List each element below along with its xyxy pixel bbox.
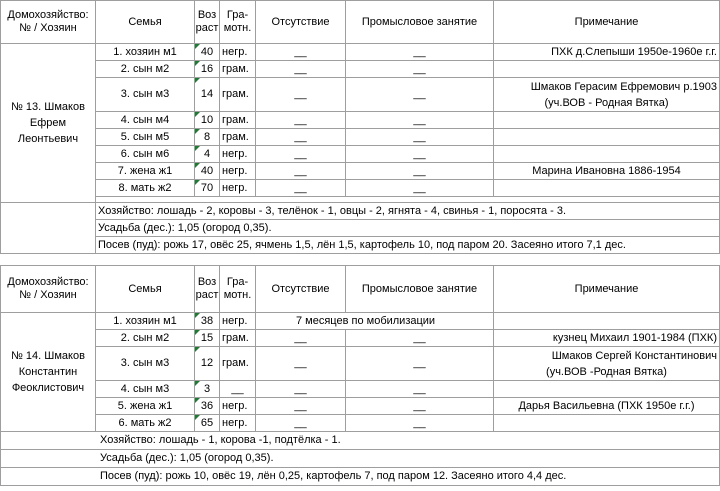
- header-trade: Промысловое занятие: [346, 1, 494, 44]
- family-cell: 6. мать ж2: [96, 415, 195, 432]
- trade-cell: __: [346, 129, 494, 146]
- absence-cell: __: [256, 146, 346, 163]
- age-cell: 10: [195, 112, 220, 129]
- age-cell: 40: [195, 163, 220, 180]
- table-row: [1, 398, 720, 415]
- note-cell: [494, 381, 720, 398]
- header-note: Примечание: [494, 1, 720, 44]
- estate-cell: Усадьба (дес.): 1,05 (огород 0,35).: [1, 450, 720, 468]
- literacy-cell: грам.: [220, 112, 256, 129]
- table-row: [1, 112, 720, 129]
- header-trade: Промысловое занятие: [346, 266, 494, 313]
- family-cell: 3. сын м3: [96, 78, 195, 112]
- age-cell: 16: [195, 61, 220, 78]
- age-cell: 3: [195, 381, 220, 398]
- family-cell: 7. жена ж1: [96, 163, 195, 180]
- table-row: [1, 415, 720, 432]
- note-cell: Шмаков Сергей Константинович (уч.ВОВ -Родная Вятка): [494, 347, 720, 381]
- absence-cell: __: [256, 398, 346, 415]
- table-row: [1, 381, 720, 398]
- age-cell: 36: [195, 398, 220, 415]
- table-row: [1, 44, 720, 61]
- age-cell: 12: [195, 347, 220, 381]
- header-literacy: Гра- мотн.: [220, 1, 256, 44]
- age-cell: 15: [195, 330, 220, 347]
- header-household: Домохозяйство: № / Хозяин: [1, 1, 96, 44]
- family-cell: 8. мать ж2: [96, 180, 195, 197]
- table-row: [1, 129, 720, 146]
- literacy-cell: негр.: [220, 163, 256, 180]
- absence-cell: __: [256, 129, 346, 146]
- trade-cell: __: [346, 61, 494, 78]
- literacy-cell: __: [220, 381, 256, 398]
- table-row: [1, 330, 720, 347]
- trade-cell: __: [346, 146, 494, 163]
- age-cell: 70: [195, 180, 220, 197]
- absence-cell: __: [256, 44, 346, 61]
- header-age: Воз раст: [195, 1, 220, 44]
- absence-cell: __: [256, 180, 346, 197]
- family-cell: 2. сын м2: [96, 61, 195, 78]
- table-row: [1, 180, 720, 197]
- absence-cell: __: [256, 78, 346, 112]
- table-row: [1, 78, 720, 112]
- header-note: Примечание: [494, 266, 720, 313]
- sowing-cell: Посев (пуд): рожь 10, овёс 19, лён 0,25, картофель 7, под паром 12. Засеяно итого 4,4 дес.: [1, 468, 720, 486]
- trade-cell: __: [346, 415, 494, 432]
- family-cell: 1. хозяин м1: [96, 44, 195, 61]
- table-row: [1, 146, 720, 163]
- table-row: [1, 313, 720, 330]
- note-cell: [494, 313, 720, 330]
- table-row: [1, 347, 720, 381]
- literacy-cell: грам.: [220, 129, 256, 146]
- literacy-cell: негр.: [220, 180, 256, 197]
- note-cell: Шмаков Герасим Ефремович р.1903 (уч.ВОВ - Родная Вятка): [494, 78, 720, 112]
- sowing-cell: Посев (пуд): рожь 17, овёс 25, ячмень 1,5, лён 1,5, картофель 10, под паром 20. Засеяно итого 7,1 дес.: [96, 237, 720, 254]
- literacy-cell: грам.: [220, 347, 256, 381]
- header-family: Семья: [96, 1, 195, 44]
- header-household: Домохозяйство: № / Хозяин: [1, 266, 96, 313]
- literacy-cell: негр.: [220, 415, 256, 432]
- family-cell: 2. сын м2: [96, 330, 195, 347]
- owner-cell: № 13. Шмаков Ефрем Леонтьевич: [1, 44, 96, 203]
- note-cell: [494, 180, 720, 197]
- family-cell: 6. сын м6: [96, 146, 195, 163]
- trade-cell: __: [346, 78, 494, 112]
- absence-cell: __: [256, 163, 346, 180]
- absence-cell: __: [256, 330, 346, 347]
- owner-cell: № 14. Шмаков Константин Феоклистович: [1, 313, 96, 432]
- trade-cell: __: [346, 381, 494, 398]
- family-cell: 5. жена ж1: [96, 398, 195, 415]
- age-cell: 4: [195, 146, 220, 163]
- family-cell: 1. хозяин м1: [96, 313, 195, 330]
- header-absence: Отсутствие: [256, 1, 346, 44]
- literacy-cell: негр.: [220, 44, 256, 61]
- literacy-cell: негр.: [220, 398, 256, 415]
- note-cell: [494, 415, 720, 432]
- trade-cell: __: [346, 347, 494, 381]
- absence-cell: __: [256, 415, 346, 432]
- literacy-cell: грам.: [220, 61, 256, 78]
- age-cell: 14: [195, 78, 220, 112]
- trade-cell: __: [346, 398, 494, 415]
- literacy-cell: грам.: [220, 78, 256, 112]
- note-cell: [494, 61, 720, 78]
- age-cell: 8: [195, 129, 220, 146]
- literacy-cell: негр.: [220, 313, 256, 330]
- absence-cell: 7 месяцев по мобилизации: [256, 313, 494, 330]
- economy-cell: Хозяйство: лошадь - 2, коровы - 3, телёнок - 1, овцы - 2, ягнята - 4, свинья - 1, поросята - 3.: [96, 203, 720, 220]
- note-cell: Дарья Васильевна (ПХК 1950е г.г.): [494, 398, 720, 415]
- family-cell: 4. сын м4: [96, 112, 195, 129]
- estate-cell: Усадьба (дес.): 1,05 (огород 0,35).: [96, 220, 720, 237]
- trade-cell: __: [346, 44, 494, 61]
- note-cell: [494, 129, 720, 146]
- trade-cell: __: [346, 330, 494, 347]
- header-literacy: Гра- мотн.: [220, 266, 256, 313]
- literacy-cell: негр.: [220, 146, 256, 163]
- header-age: Воз раст: [195, 266, 220, 313]
- note-cell: кузнец Михаил 1901-1984 (ПХК): [494, 330, 720, 347]
- absence-cell: __: [256, 347, 346, 381]
- household-table-14: [0, 265, 720, 486]
- note-cell: ПХК д.Слепыши 1950е-1960е г.г.: [494, 44, 720, 61]
- absence-cell: __: [256, 61, 346, 78]
- family-cell: 5. сын м5: [96, 129, 195, 146]
- age-cell: 65: [195, 415, 220, 432]
- age-cell: 40: [195, 44, 220, 61]
- note-cell: Марина Ивановна 1886-1954: [494, 163, 720, 180]
- note-cell: [494, 112, 720, 129]
- family-cell: 4. сын м3: [96, 381, 195, 398]
- note-cell: [494, 146, 720, 163]
- trade-cell: __: [346, 112, 494, 129]
- family-cell: 3. сын м3: [96, 347, 195, 381]
- absence-cell: __: [256, 112, 346, 129]
- trade-cell: __: [346, 180, 494, 197]
- header-absence: Отсутствие: [256, 266, 346, 313]
- header-family: Семья: [96, 266, 195, 313]
- table-row: [1, 163, 720, 180]
- absence-cell: __: [256, 381, 346, 398]
- table-row: [1, 61, 720, 78]
- trade-cell: __: [346, 163, 494, 180]
- literacy-cell: грам.: [220, 330, 256, 347]
- age-cell: 38: [195, 313, 220, 330]
- economy-cell: Хозяйство: лошадь - 1, корова -1, подтёлка - 1.: [1, 432, 720, 450]
